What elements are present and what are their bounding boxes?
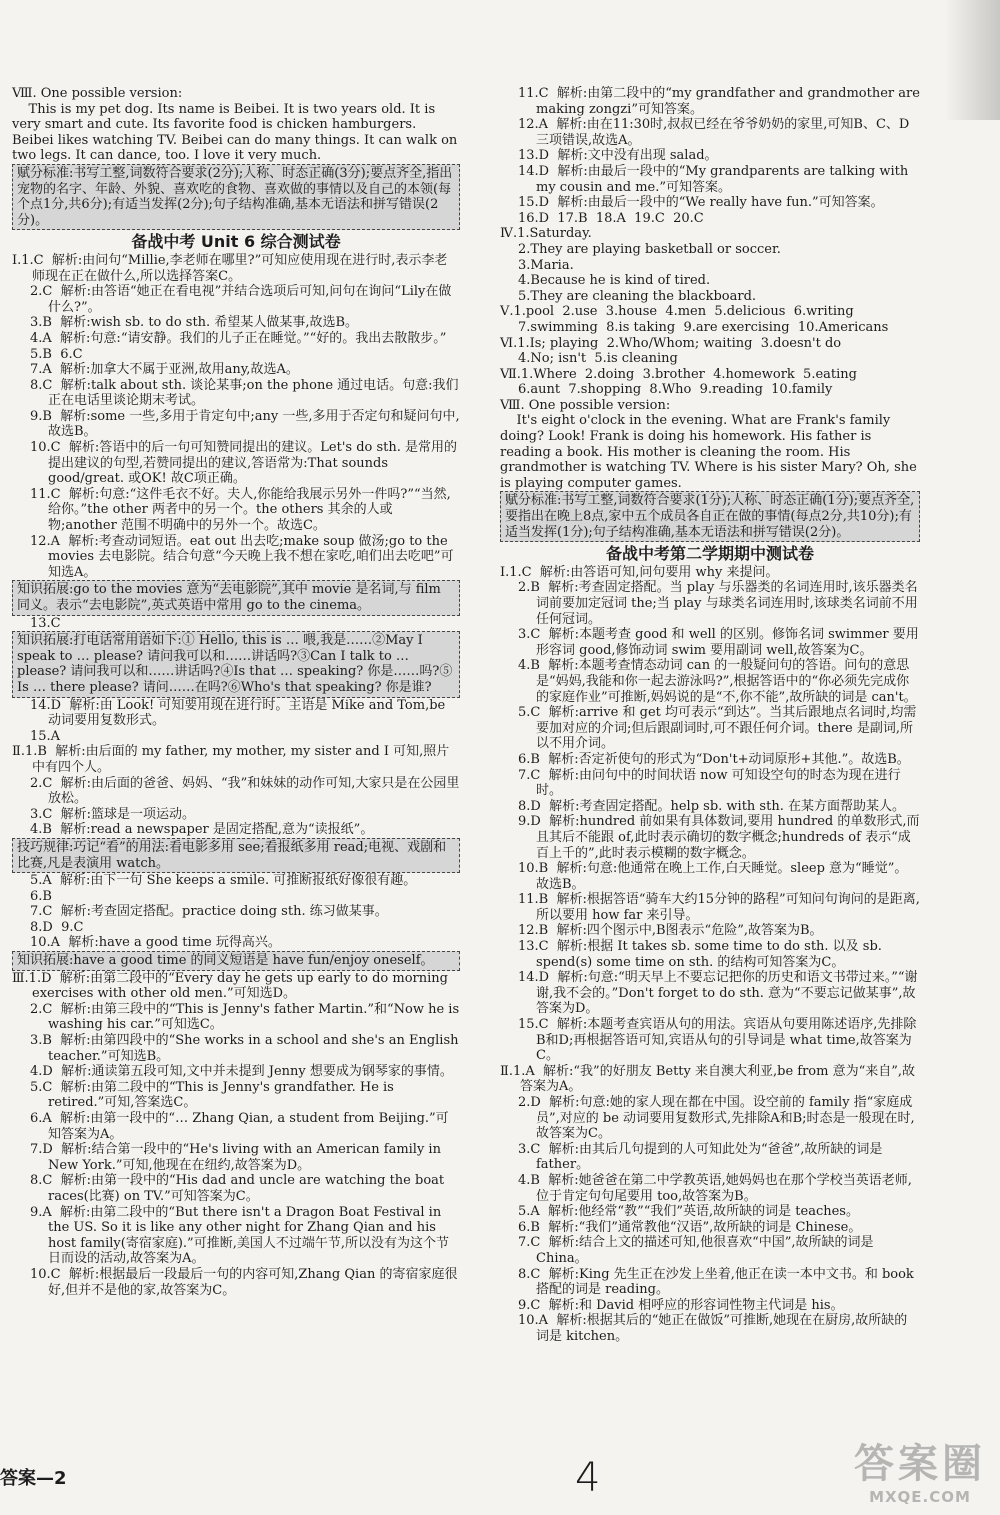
answer-line: 4.No; isn't 5.is cleaning	[518, 351, 678, 367]
answer-line: 4.B 解析:read a newspaper 是固定搭配,意为“读报纸”。	[30, 822, 374, 838]
answer-line: 4.B 解析:本题考查情态动词 can 的一般疑问句的答语。问句的意思是“妈妈,我能和你一起去游泳吗?”,根据答语中的“你必须先完成你的家庭作业”可推断,妈妈说的是“不,你不能”,故所缺的词是 can't。	[518, 658, 917, 705]
page-footer: 答案—2	[0, 1468, 67, 1489]
note-box: 技巧规律:巧记“看”的用法:看电影多用 see;看报纸多用 read;电视、戏剧和比赛,凡是表演用 watch。	[12, 838, 460, 873]
answer-line: Ⅴ.1.pool 2.use 3.house 4.men 5.delicious 6.writing	[500, 304, 854, 320]
answer-line: 4.A 解析:句意:“请安静。我们的儿子正在睡觉。”“好的。我出去散散步。”	[30, 330, 447, 346]
answer-line: 6.aunt 7.shopping 8.Who 9.reading 10.family	[518, 382, 833, 398]
answer-line: 15.C 解析:本题考查宾语从句的用法。宾语从句要用陈述语序,先排除B和D;再根据答语可知,宾语从句的引导词是 what time,故答案为C。	[518, 1017, 917, 1064]
answer-line: 15.A	[30, 728, 61, 744]
answer-line: 7.swimming 8.is taking 9.are exercising 10.Americans	[518, 319, 889, 335]
answer-line: 3.B 解析:由第四段中的“She works in a school and she's an English teacher.”可知选B。	[30, 1033, 463, 1064]
answer-line: 10.B 解析:句意:他通常在晚上工作,白天睡觉。sleep 意为“睡觉”。故选B。	[518, 861, 908, 892]
answer-line: 5.They are cleaning the blackboard.	[518, 288, 757, 304]
watermark-url: MXQE.COM	[869, 1488, 971, 1506]
answer-line: 10.A 解析:have a good time 玩得高兴。	[30, 935, 281, 951]
answer-line: 3.C 解析:由其后几句提到的人可知此处为“爸爸”,故所缺的词是 father。	[518, 1141, 887, 1173]
answer-line: 7.C 解析:考查固定搭配。practice doing sth. 练习做某事。	[30, 904, 388, 920]
note-box: 赋分标准:书写工整,词数符合要求(1分);人称、时态正确(1分);要点齐全,要指出在晚上8点,家中五个成员各自正在做的事情(每点2分,共10分);有适当发挥(1分);句子结构准确,基本无语法和拼写错误(2分)。	[500, 491, 920, 542]
answer-line: 5.A 解析:由下一句 She keeps a smile. 可推断报纸好像很有趣。	[30, 873, 417, 889]
answer-line: 9.B 解析:some 一些,多用于肯定句中;any 一些,多用于否定句和疑问句中,故选B。	[30, 408, 460, 440]
answer-line: This is my pet dog. Its name is Beibei. It is two years old. It is very smart and cute. Its favorite food is chicken hamburgers. Beibei likes watching TV. Beibei can do many things. It can walk on two legs. It can dance, too. I love it very much.	[12, 101, 462, 164]
answer-line: 14.D 解析:由最后一段中的“My grandparents are talking with my cousin and me.”可知答案。	[518, 163, 913, 195]
left-column	[12, 86, 464, 1298]
answer-line: 3.C 解析:篮球是一项运动。	[30, 806, 195, 822]
section-heading: 备战中考第二学期期中测试卷	[605, 544, 814, 564]
answer-line: 5.B 6.C	[30, 346, 83, 362]
answer-line: 13.C 解析:根据 It takes sb. some time to do sth. 以及 sb. spend(s) some time on sth. 的结构可知答案为C。	[518, 939, 887, 970]
answer-line: Ⅶ.1.Where 2.doing 3.brother 4.homework 5.eating	[500, 366, 857, 382]
answer-line: 5.C 解析:arrive 和 get 均可表示“到达”。当其后跟地点名词时,均需要加对应的介词;但后跟副词时,可不跟任何介词。there 是副词,所以不用介词。	[518, 705, 917, 752]
answer-line: 2.B 解析:考查固定搭配。当 play 与乐器类的名词连用时,该乐器类名词前要加定冠词 the;当 play 与球类名词连用时,该球类名词前不用任何冠词。	[518, 580, 918, 627]
answer-line: 9.D 解析:hundred 前如果有具体数词,要用 hundred 的单数形式,而且其后不能跟 of,此时表示确切的数字概念;hundreds of 表示“成百上千的”,此时表示模糊的数字概念。	[518, 814, 920, 861]
answer-line: 11.C 解析:由第二段中的“my grandfather and grandmother are making zongzi”可知答案。	[518, 86, 925, 117]
answer-line: 9.C 解析:和 David 相呼应的形容词性物主代词是 his。	[518, 1297, 844, 1313]
answer-line: Ⅰ.1.C 解析:由问句“Millie,李老师在哪里?”可知应使用现在进行时,表示李老师现在正在做什么,所以选择答案C。	[12, 252, 448, 284]
right-column	[500, 86, 925, 1345]
answer-line: 13.D 解析:文中没有出现 salad。	[518, 148, 718, 164]
answer-line: Ⅲ.1.D 解析:由第二段中的“Every day he gets up early to do morning exercises with other old men.”可知选D。	[12, 970, 453, 1002]
answer-line: 11.B 解析:根据答语“骑车大约15分钟的路程”可知问句询问的是距离,所以要用 how far 来引导。	[518, 892, 920, 923]
answer-line: 10.A 解析:根据其后的“她正在做饭”可推断,她现在在厨房,故所缺的词是 kitchen。	[518, 1313, 908, 1344]
answer-line: 13.C	[30, 615, 61, 631]
answer-line: 8.C 解析:King 先生正在沙发上坐着,他正在读一本中文书。和 book 搭配的词是 reading。	[518, 1266, 918, 1298]
watermark-title: 答案圈	[854, 1441, 986, 1487]
answer-line: Ⅵ.1.Is; playing 2.Who/Whom; waiting 3.doesn't do	[500, 335, 842, 351]
answer-line: 3.C 解析:本题考查 good 和 well 的区别。修饰名词 swimmer 要用形容词 good,修饰动词 swim 要用副词 well,故答案为C。	[518, 627, 919, 658]
note-box: 赋分标准:书写工整,词数符合要求(2分);人称、时态正确(3分);要点齐全,指出宠物的名字、年龄、外貌、喜欢吃的食物、喜欢做的事情以及自己的本领(每个点1分,共6分);有适当发挥(2分);句子结构准确,基本无语法和拼写错误(2分)。	[12, 164, 460, 230]
answer-line: Ⅷ. One possible version:	[500, 397, 671, 413]
answer-line: 6.B	[30, 888, 52, 904]
answer-line: 3.Maria.	[518, 257, 574, 273]
answer-line: 4.B 解析:她爸爸在第二中学教英语,她妈妈也在那个学校当英语老师,位于肯定句句尾要用 too,故答案为B。	[518, 1172, 912, 1204]
answer-line: 2.D 解析:句意:她的家人现在都在中国。设空前的 family 指“家庭成员”,对应的 be 动词要用复数形式,先排除A和B;时态是一般现在时,故答案为C。	[518, 1095, 915, 1142]
answer-line: 14.D 解析:句意:“明天早上不要忘记把你的历史和语文书带过来。”“谢谢,我不会的。”Don't forget to do sth. 意为“不要忘记做某事”,故答案为D。	[518, 970, 918, 1017]
handwritten-page-number: 4	[575, 1455, 601, 1501]
answer-line: 4.D 解析:通读第五段可知,文中并未提到 Jenny 想要成为钢琴家的事情。	[30, 1064, 453, 1080]
answer-line: 2.C 解析:由后面的爸爸、妈妈、“我”和妹妹的动作可知,大家只是在公园里放松。	[30, 775, 460, 807]
answer-line: 12.A 解析:由在11:30时,叔叔已经在爷爷奶奶的家里,可知B、C、D三项错误,故选A。	[518, 117, 910, 148]
answer-line: 5.A 解析:他经常“教”“我们”英语,故所缺的词是 teaches。	[518, 1204, 859, 1220]
note-box: 知识拓展:have a good time 的同义短语是 have fun/enjoy oneself。	[12, 951, 460, 971]
answer-line: Ⅷ. One possible version:	[12, 86, 183, 101]
answer-line: 10.C 解析:根据最后一段最后一句的内容可知,Zhang Qian 的寄宿家庭很好,但并不是他的家,故答案为C。	[30, 1266, 458, 1298]
answer-line: 8.C 解析:由第一段中的“His dad and uncle are watching the boat races(比赛) on TV.”可知答案为C。	[30, 1173, 449, 1204]
answer-line: 6.B 解析:“我们”通常教他“汉语”,故所缺的词是 Chinese。	[518, 1219, 862, 1235]
answer-line: 15.D 解析:由最后一段中的“We really have fun.”可知答案。	[518, 195, 884, 211]
answer-line: 12.A 解析:考查动词短语。eat out 出去吃;make soup 做汤;go to the movies 去电影院。结合句意“今天晚上我不想在家吃,咱们出去吃吧”可知选A。	[30, 533, 454, 580]
answer-line: 11.C 解析:句意:“这件毛衣不好。夫人,你能给我展示另外一件吗?”“当然,给你。”the other 两者中的另一个。the others 其余的人或物;another 范围不明确中的另外一个。故选C。	[30, 486, 451, 534]
answer-line: 5.C 解析:由第二段中的“This is Jenny's grandfather. He is retired.”可知,答案选C。	[30, 1079, 398, 1111]
answer-line: 10.C 解析:答语中的后一句可知赞同提出的建议。Let's do sth. 是常用的提出建议的句型,若赞同提出的建议,答语常为:That sounds good/great. 或OK! 故C项正确。	[30, 440, 458, 487]
answer-line: 8.D 9.C	[30, 919, 84, 935]
section-heading: 备战中考 Unit 6 综合测试卷	[131, 232, 341, 252]
answer-line: 16.D 17.B 18.A 19.C 20.C	[518, 210, 704, 226]
answer-line: 7.D 解析:结合第一段中的“He's living with an American family in New York.”可知,他现在在纽约,故答案为D。	[30, 1142, 446, 1173]
answer-line: 7.C 解析:由问句中的时间状语 now 可知设空句的时态为现在进行时。	[518, 767, 901, 799]
answer-line: 14.D 解析:由 Look! 可知要用现在进行时。主语是 Mike and Tom,be 动词要用复数形式。	[30, 697, 450, 729]
answer-line: 9.A 解析:由第二段中的“But there isn't a Dragon Boat Festival in the US. So it is like any other night for Zhang Qian and his host family(寄宿家庭).”可推断,美国人不过端午节,所以没有为这个节日而设的活动,故答案为A。	[30, 1204, 449, 1267]
answer-line: Ⅳ.1.Saturday.	[500, 226, 592, 242]
answer-line: Ⅰ.1.C 解析:由答语可知,问句要用 why 来提问。	[500, 564, 779, 580]
answer-line: Ⅱ.1.A 解析:“我”的好朋友 Betty 来自澳大利亚,be from 意为“来自”,故答案为A。	[500, 1063, 916, 1095]
answer-line: 8.C 解析:talk about sth. 谈论某事;on the phone 通过电话。句意:我们正在电话里谈论期末考试。	[30, 377, 459, 409]
answer-line: 2.C 解析:由答语“她正在看电视”并结合选项后可知,问句在询问“Lily在做什么?”。	[30, 284, 452, 315]
answer-line: 2.C 解析:由第三段中的“This is Jenny's father Martin.”和“Now he is washing his car.”可知选C。	[30, 1001, 464, 1033]
answer-line: 3.B 解析:wish sb. to do sth. 希望某人做某事,故选B。	[30, 315, 359, 331]
note-box: 知识拓展:go to the movies 意为“去电影院”,其中 movie 是名词,与 film 同义。表示“去电影院”,英式英语中常用 go to the cinema。	[12, 580, 460, 615]
answer-line: It's eight o'clock in the evening. What are Frank's family doing? Look! Frank is doing his homework. His father is reading a book. His mother is cleaning the room. His grandmother is watching TV. Where is his sister Mary? Oh, she is playing computer games.	[500, 413, 921, 491]
watermark-logo	[845, 1440, 995, 1510]
answer-line: 7.C 解析:结合上文的描述可知,他很喜欢“中国”,故所缺的词是 China。	[518, 1235, 878, 1266]
page-edge-shadow	[945, 0, 1000, 120]
answer-line: 8.D 解析:考查固定搭配。help sb. with sth. 在某方面帮助某人。	[518, 798, 905, 814]
note-box: 知识拓展:打电话常用语如下:① Hello, this is … 喂,我是……②May I speak to … please? 请问我可以和……讲话吗?③Can I talk to … please? 请问我可以和……讲话吗?④Is that … speaking? 你是……吗?⑤ Is … there please? 请问……在吗?⑥Who's that speaking? 你是谁?	[12, 631, 460, 697]
answer-line: 12.B 解析:四个图示中,B图表示“危险”,故答案为B。	[518, 923, 823, 939]
answer-line: 2.They are playing basketball or soccer.	[518, 241, 781, 257]
answer-line: 7.A 解析:加拿大不属于亚洲,故用any,故选A。	[30, 362, 299, 378]
answer-line: 6.B 解析:否定祈使句的形式为“Don't+动词原形+其他.”。故选B。	[518, 751, 910, 767]
answer-line: 6.A 解析:由第一段中的“… Zhang Qian, a student from Beijing.”可知答案为A。	[30, 1111, 449, 1142]
answer-line: 4.Because he is kind of tired.	[518, 273, 711, 289]
answer-line: Ⅱ.1.B 解析:由后面的 my father, my mother, my sister and I 可知,照片中有四个人。	[12, 744, 450, 775]
